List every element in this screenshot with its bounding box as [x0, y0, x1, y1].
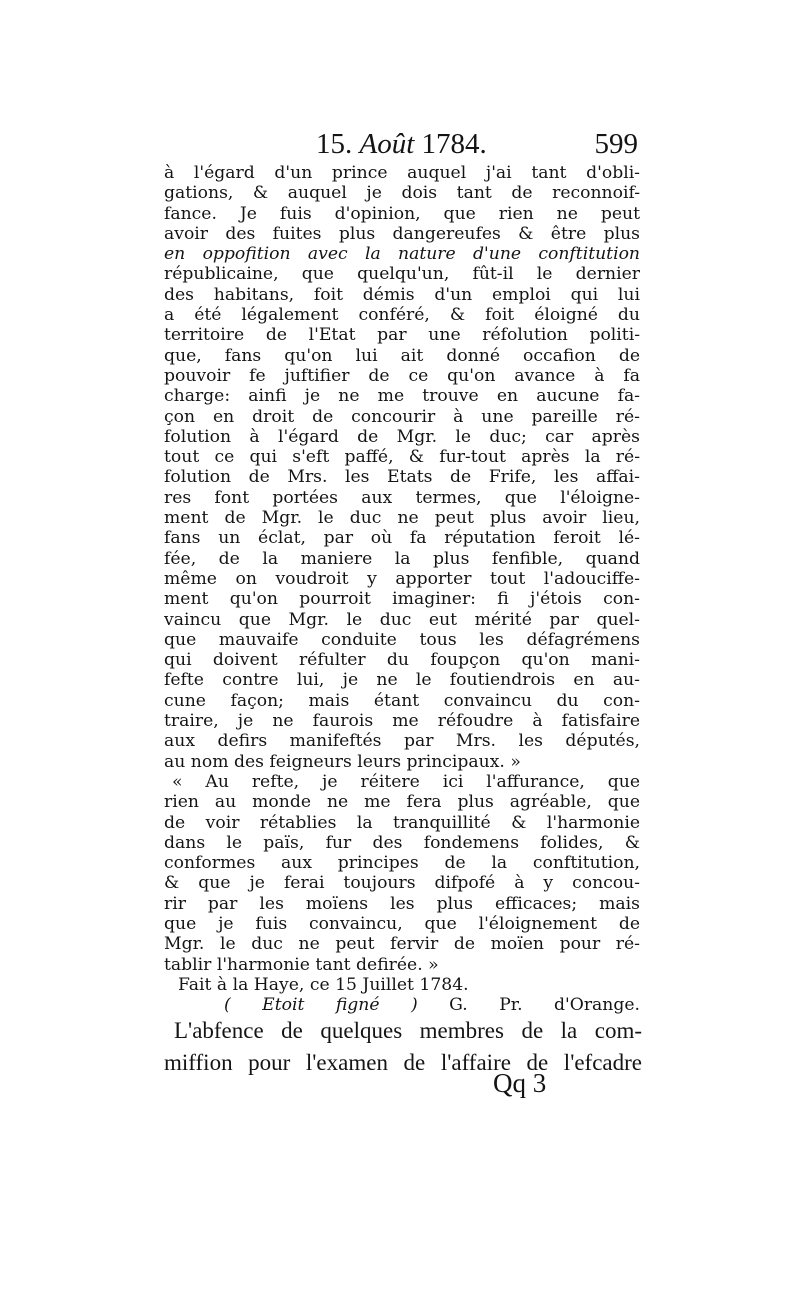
text-line: à l'égard d'un prince auquel j'ai tant d'obli- — [164, 163, 640, 183]
text-line: fans un éclat, par où fa réputation feroit lé- — [164, 528, 640, 549]
text-line: fée, de la maniere la plus fenfible, quand — [164, 548, 640, 569]
dateline: Fait à la Haye, ce 15 Juillet 1784. — [178, 974, 469, 995]
header-month: Août — [359, 128, 415, 160]
text-line: avoir des fuites plus dangereufes & être plus — [164, 223, 640, 244]
text-line: que je fuis convaincu, que l'éloignement de — [164, 913, 640, 934]
text-line: territoire de l'Etat par une réfolution politi- — [164, 325, 640, 346]
text-line: fefte contre lui, je ne le foutiendrois en au- — [164, 670, 640, 691]
text-line: pouvoir fe juftifier de ce qu'on avance à fa — [164, 365, 640, 386]
text-line: traire, je ne faurois me réfoudre à fatisfaire — [164, 711, 640, 732]
text-line: que mauvaife conduite tous les défagrémens — [164, 629, 640, 650]
text-line: aux defirs manifeftés par Mrs. les députés, — [164, 731, 640, 752]
text-line: ment qu'on pourroit imaginer: fi j'étois con- — [164, 589, 640, 610]
running-header — [168, 128, 638, 168]
text-line: çon en droit de concourir à une pareille ré- — [164, 406, 640, 427]
body-text — [164, 163, 640, 1015]
text-line: en oppofition avec la nature d'une conftitution — [164, 244, 640, 265]
text-line: dans le païs, fur des fondemens folides, & — [164, 832, 640, 853]
text-line: Mgr. le duc ne peut fervir de moïen pour ré- — [164, 934, 640, 955]
text-line: qui doivent réfulter du foupçon qu'on mani- — [164, 650, 640, 671]
text-line: des habitans, foit démis d'un emploi qui lui — [164, 284, 640, 305]
text-line: gations, & auquel je dois tant de reconnoif- — [164, 183, 640, 204]
text-line: même on voudroit y apporter tout l'adouciffe- — [164, 568, 640, 589]
text-line: tablir l'harmonie tant defirée. » — [164, 954, 439, 975]
page-number: 599 — [594, 128, 638, 160]
text-line: « Au refte, je réitere ici l'affurance, que — [172, 771, 640, 792]
text-line: L'abfence de quelques membres de la com- — [174, 1018, 642, 1043]
printer-signature-mark: Qq 3 — [493, 1068, 547, 1098]
text-line: que, fans qu'on lui ait donné occafion de — [164, 345, 640, 366]
text-line: tout ce qui s'eft paffé, & fur-tout après la ré- — [164, 447, 640, 468]
header-date — [316, 128, 487, 161]
text-line: & que je ferai toujours difpofé à y concou- — [164, 873, 640, 894]
text-line: fance. Je fuis d'opinion, que rien ne peut — [164, 203, 640, 224]
text-line: vaincu que Mgr. le duc eut mérité par quel- — [164, 609, 640, 630]
text-line: au nom des feigneurs leurs principaux. » — [164, 751, 521, 772]
header-day: 15. — [316, 128, 353, 160]
text-line: rir par les moïens les plus efficaces; mais — [164, 893, 640, 914]
signature-name: G. Pr. d'Orange. — [449, 995, 640, 1016]
text-line: conformes aux principes de la conftitution, — [164, 853, 640, 874]
signature-line — [164, 995, 640, 1015]
text-line: folution de Mrs. les Etats de Frife, les affai- — [164, 467, 640, 488]
text-line: cune façon; mais étant convaincu du con- — [164, 690, 640, 711]
text-line: a été légalement conféré, & foit éloigné du — [164, 305, 640, 326]
text-line: miffion pour l'examen de l'affaire de l'efcadre — [164, 1050, 642, 1075]
text-line: charge: ainfi je ne me trouve en aucune fa- — [164, 386, 640, 407]
text-line: rien au monde ne me fera plus agréable, que — [164, 792, 640, 813]
text-line: de voir rétablies la tranquillité & l'harmonie — [164, 812, 640, 833]
text-line: res font portées aux termes, que l'éloigne- — [164, 487, 640, 508]
text-line: républicaine, que quelqu'un, fût-il le dernier — [164, 264, 640, 285]
text-line: folution à l'égard de Mgr. le duc; car après — [164, 426, 640, 447]
header-year: 1784. — [421, 128, 487, 160]
text-line: ment de Mgr. le duc ne peut plus avoir lieu, — [164, 508, 640, 529]
signature-note: ( Etoit figné ) — [224, 995, 418, 1016]
closing-paragraph — [164, 1015, 642, 1079]
